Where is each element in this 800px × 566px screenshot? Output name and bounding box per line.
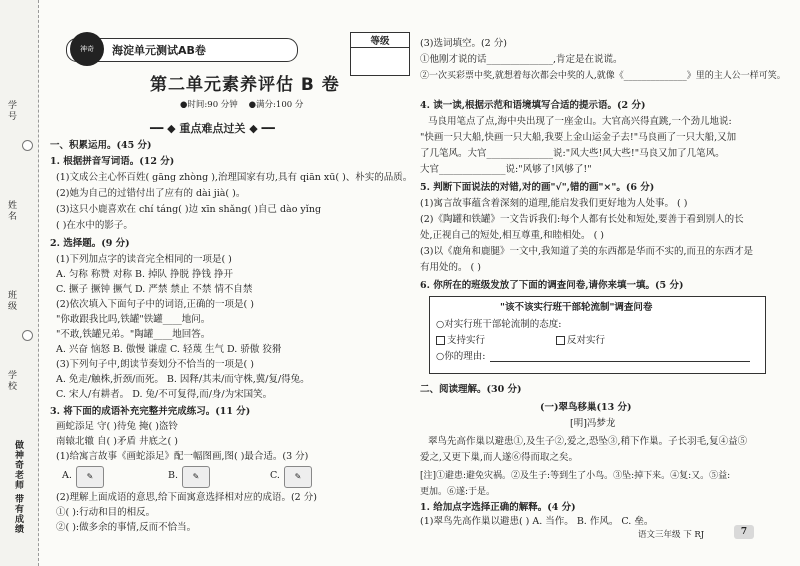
picture-option-b[interactable]: ✎ [182,466,210,488]
class-field[interactable]: 班级 [6,290,16,312]
grade-box [350,32,410,76]
page-number: 7 [734,525,754,539]
judgement-item: (2)《陶罐和铁罐》一文告诉我们:每个人都有长处和短处,要善于看到别人的长 [420,214,744,225]
picture-option-a[interactable]: ✎ [76,466,104,488]
passage-notes: [注]①避患:避免灾祸。②及生子:等到生了小鸟。③坠:掉下来。④复:又。⑤益: [420,471,731,481]
judgement-item[interactable]: 处,正视自己的短处,相互尊重,和睦相处。 ( ) [420,230,605,241]
grade-label: 等级 [351,33,409,48]
question-3-item: (2)理解上面成语的意思,给下面寓意选择相对应的成语。(2 分) [56,492,317,503]
question-3-item: (3)选词填空。(2 分) [420,38,507,49]
survey-box [429,296,766,374]
reading-question-1: 1. 给加点字选择正确的解释。(4 分) [420,502,576,513]
passage-text: 翠鸟先高作巢以避患①,及生子②,爱之,恐坠③,稍下作巢。子长羽毛,复④益⑤ [428,436,748,447]
exam-meta [180,98,303,110]
brand-logo: 神奇 [70,32,104,66]
question-2: 2. 选择题。(9 分) [50,238,130,249]
question-1: 1. 根据拼音写词语。(12 分) [50,156,175,167]
picture-option-a-label: A. [62,470,72,481]
left-column [50,0,413,566]
section-title: 重点难点过关 [179,122,246,135]
picture-option-b-label: B. [168,470,179,481]
page-title: 第二单元素养评估 B 卷 [150,75,340,95]
survey-question-2: ○你的理由: [436,351,486,362]
series-title: 海淀单元测试AB卷 [112,44,206,57]
picture-option-c-label: C. [270,470,280,481]
question-2-item: (1)下列加点字的读音完全相同的一项是( ) [56,254,232,265]
student-number-field[interactable]: 学号 [6,100,16,122]
passage-author: [明]冯梦龙 [570,418,616,429]
time-limit: ●时间:90 分钟 [180,100,238,110]
question-4: 4. 读一读,根据示范和语境填写合适的提示语。(2 分) [420,100,646,111]
passage-title: (一)翠鸟移巢(13 分) [540,402,632,413]
passage-line[interactable]: 了几笔风。大官______________说:"风大些!风大些!"马良又加了几笔风。 [420,148,725,159]
question-2-option: C. 撅子 撅钟 撅气 D. 严禁 禁止 不禁 情不自禁 [56,284,253,295]
question-2-item: (2)依次填入下面句子中的词语,正确的一项是( ) [56,299,254,310]
question-2-option: C. 宋人/有耕者。 D. 兔/不可复得,而/身/为宋国笑。 [56,389,273,400]
question-5: 5. 判断下面说法的对错,对的画"√",错的画"×"。(6 分) [420,182,655,193]
survey-title: "该不该实行班干部轮流制"调查问卷 [500,302,653,313]
part-one-heading: 一、积累运用。(45 分) [50,140,152,151]
school-field[interactable]: 学校 [6,370,16,392]
question-1-item: (3)这只小鹿喜欢在 chí táng( )边 xīn shǎng( )自己 dào yǐng [56,204,322,215]
survey-option-oppose[interactable] [556,335,605,347]
support-checkbox[interactable] [436,336,445,345]
idiom-row: 画蛇添足 守( )待兔 掩( )盗铃 [56,421,178,432]
binding-hole [22,330,33,341]
judgement-item: (3)以《鹿角和鹿腿》一文中,我知道了美的东西都是华而不实的,而丑的东西才是 [420,246,753,257]
survey-option-support[interactable] [436,335,485,347]
oppose-checkbox[interactable] [556,336,565,345]
passage-line[interactable]: 大官______________说:"风够了!风够了!" [420,164,592,175]
passage-text: 爱之,又更下巢,而人遂⑥得而取之矣。 [420,452,579,463]
binding-hole [22,140,33,151]
reading-question-1-item[interactable]: (1)翠鸟先高作巢以避患( ) A. 当作。 B. 作风。 C. 垒。 [420,516,654,527]
footer-tag: 语文三年级 下 RJ [638,530,705,540]
margin-slogan: 做神奇老师 带有成绩 [13,440,23,535]
question-2-text: "你敢跟我比吗,铁罐"铁罐____地问。 [56,314,211,325]
question-3-answer[interactable]: ①( ):行动和目的相反。 [56,507,156,518]
question-3-answer[interactable]: ②( ):做多余的事情,反而不恰当。 [56,522,197,533]
passage-line: 马良用笔点了点,海中央出现了一座金山。大官高兴得直跳,一个劲儿地说: [428,116,732,127]
fill-blank[interactable]: ②一次买彩票中奖,就想着每次都会中奖的人,就像《______________》里的主人公一样可笑。 [420,71,786,81]
judgement-item[interactable]: (1)寓言故事蕴含着深刻的道理,能启发我们更好地为人处事。 ( ) [420,198,688,209]
question-2-option: A. 免走/触株,折颈/而死。 B. 因释/其耒/而守株,冀/复/得兔。 [56,374,310,385]
idiom-row: 南辕北辙 自( )矛盾 井底之( ) [56,436,178,447]
question-2-text: "不敢,铁罐兄弟。"陶罐____地回答。 [56,329,211,340]
question-2-option: A. 匀称 称赞 对称 B. 掉队 挣脱 挣钱 挣开 [56,269,234,280]
question-2-item: (3)下列句子中,朗读节奏划分不恰当的一项是( ) [56,359,254,370]
question-2-option: A. 兴奋 恼怒 B. 傲慢 谦虚 C. 轻蔑 生气 D. 骄傲 狡猾 [56,344,282,355]
right-column [420,0,786,566]
passage-notes: 更加。⑥遂:于是。 [420,487,496,497]
binding-margin [0,0,39,566]
survey-question-1: ○对实行班干部轮流制的态度: [436,319,562,330]
question-1-item: ( )在水中的影子。 [56,220,133,231]
question-1-item: (1)文成公主心怀百姓( gāng zhòng ),治理国家有功,具有 qiān xū( )、朴实的品质。 [56,172,413,183]
question-3: 3. 将下面的成语补充完整并完成练习。(11 分) [50,406,251,417]
reason-answer-line[interactable] [490,361,750,362]
oppose-label: 反对实行 [567,335,606,346]
part-two-heading: 二、阅读理解。(30 分) [420,384,522,395]
question-3-item: (1)给寓言故事《画蛇添足》配一幅图画,图( )最合适。(3 分) [56,451,309,462]
question-6: 6. 你所在的班级发放了下面的调查问卷,请你来填一填。(5 分) [420,280,684,291]
question-1-item: (2)她为自己的过错付出了应有的 dài jià( )。 [56,188,246,199]
fill-blank[interactable]: ①他刚才说的话______________,肯定是在说谎。 [420,54,623,65]
passage-line: "快画一只大船,快画一只大船,我要上金山运金子去!"马良画了一只大船,又加 [420,132,737,143]
judgement-item[interactable]: 有用处的。 ( ) [420,262,481,273]
name-field[interactable]: 姓名 [6,200,16,222]
section-heading: ━━ ◆ 重点难点过关 ◆ ━━ [150,122,275,135]
full-score: ●满分:100 分 [248,100,304,110]
picture-option-c[interactable]: ✎ [284,466,312,488]
support-label: 支持实行 [447,335,486,346]
